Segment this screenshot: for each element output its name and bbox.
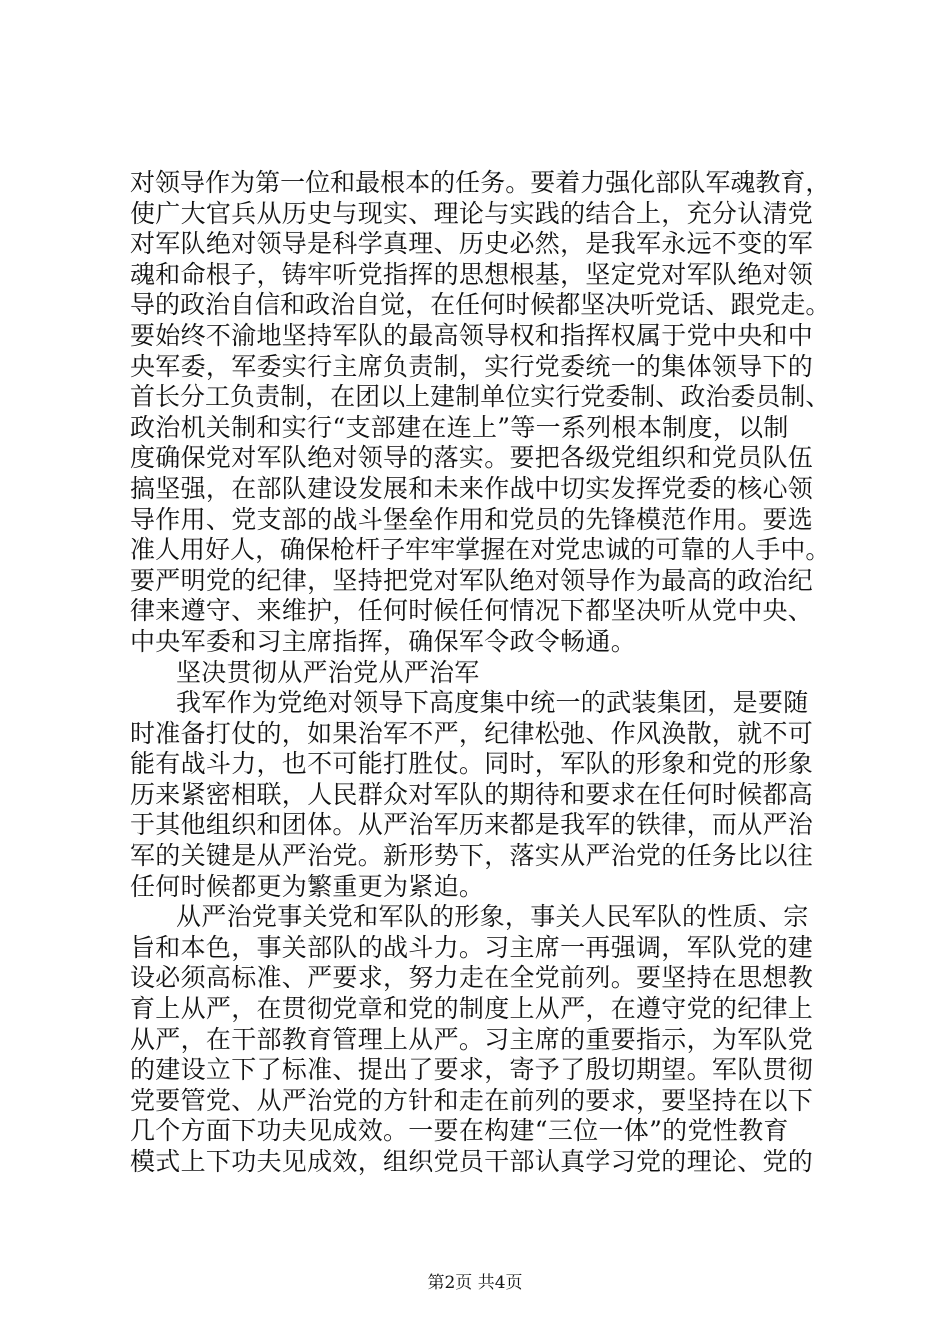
text-line: 于其他组织和团体。从严治军历来都是我军的铁律，而从严治 xyxy=(130,810,814,840)
text-line: 几个方面下功夫见成效。一要在构建“三位一体”的党性教育 xyxy=(130,1116,789,1146)
text-line: 从严治党事关党和军队的形象，事关人民军队的性质、宗 xyxy=(176,902,809,932)
page-footer: 第2页 共4页 xyxy=(427,1273,523,1293)
text-line: 政治机关制和实行“支部建在连上”等一系列根本制度，以制 xyxy=(130,412,789,442)
text-line: 模式上下功夫见成效，组织党员干部认真学习党的理论、党的 xyxy=(130,1147,814,1176)
text-line: 度确保党对军队绝对领导的落实。要把各级党组织和党员队伍 xyxy=(130,443,814,473)
document-body xyxy=(130,168,830,1178)
text-line: 央军委，军委实行主席负责制，实行党委统一的集体领导下的 xyxy=(130,351,814,381)
text-line: 对军队绝对领导是科学真理、历史必然，是我军永远不变的军 xyxy=(130,229,814,259)
text-line: 首长分工负责制，在团以上建制单位实行党委制、政治委员制、 xyxy=(130,382,831,412)
text-line: 搞坚强，在部队建设发展和未来作战中切实发挥党委的核心领 xyxy=(130,473,814,503)
text-line: 我军作为党绝对领导下高度集中统一的武装集团，是要随 xyxy=(176,688,809,718)
text-line: 坚决贯彻从严治党从严治军 xyxy=(176,657,480,687)
text-line: 律来遵守、来维护，任何时候任何情况下都坚决听从党中央、 xyxy=(130,596,814,626)
text-line: 历来紧密相联，人民群众对军队的期待和要求在任何时候都高 xyxy=(130,779,814,809)
text-line: 导作用、党支部的战斗堡垒作用和党员的先锋模范作用。要选 xyxy=(130,504,814,534)
text-line: 的建设立下了标准、提出了要求，寄予了殷切期望。军队贯彻 xyxy=(130,1055,814,1085)
text-line: 准人用好人，确保枪杆子牢牢掌握在对党忠诚的可靠的人手中。 xyxy=(130,535,831,565)
text-line: 要严明党的纪律，坚持把党对军队绝对领导作为最高的政治纪 xyxy=(130,565,814,595)
text-line: 中央军委和习主席指挥，确保军令政令畅通。 xyxy=(130,626,637,656)
text-line: 任何时候都更为繁重更为紧迫。 xyxy=(130,871,485,901)
text-line: 育上从严，在贯彻党章和党的制度上从严，在遵守党的纪律上 xyxy=(130,994,814,1024)
text-line: 魂和命根子，铸牢听党指挥的思想根基，坚定党对军队绝对领 xyxy=(130,259,814,289)
text-line: 对领导作为第一位和最根本的任务。要着力强化部队军魂教育， xyxy=(130,168,831,197)
text-line: 党要管党、从严治党的方针和走在前列的要求，要坚持在以下 xyxy=(130,1085,814,1115)
text-line: 使广大官兵从历史与现实、理论与实践的结合上，充分认清党 xyxy=(130,198,814,228)
text-line: 设必须高标准、严要求，努力走在全党前列。要坚持在思想教 xyxy=(130,963,814,993)
text-line: 能有战斗力，也不可能打胜仗。同时，军队的形象和党的形象 xyxy=(130,749,814,779)
text-line: 军的关键是从严治党。新形势下，落实从严治党的任务比以往 xyxy=(130,841,814,871)
text-line: 旨和本色，事关部队的战斗力。习主席一再强调，军队党的建 xyxy=(130,932,814,962)
text-line: 时准备打仗的，如果治军不严，纪律松弛、作风涣散，就不可 xyxy=(130,718,814,748)
text-line: 从严，在干部教育管理上从严。习主席的重要指示，为军队党 xyxy=(130,1024,814,1054)
text-line: 导的政治自信和政治自觉，在任何时候都坚决听党话、跟党走。 xyxy=(130,290,831,320)
text-line: 要始终不渝地坚持军队的最高领导权和指挥权属于党中央和中 xyxy=(130,320,814,350)
